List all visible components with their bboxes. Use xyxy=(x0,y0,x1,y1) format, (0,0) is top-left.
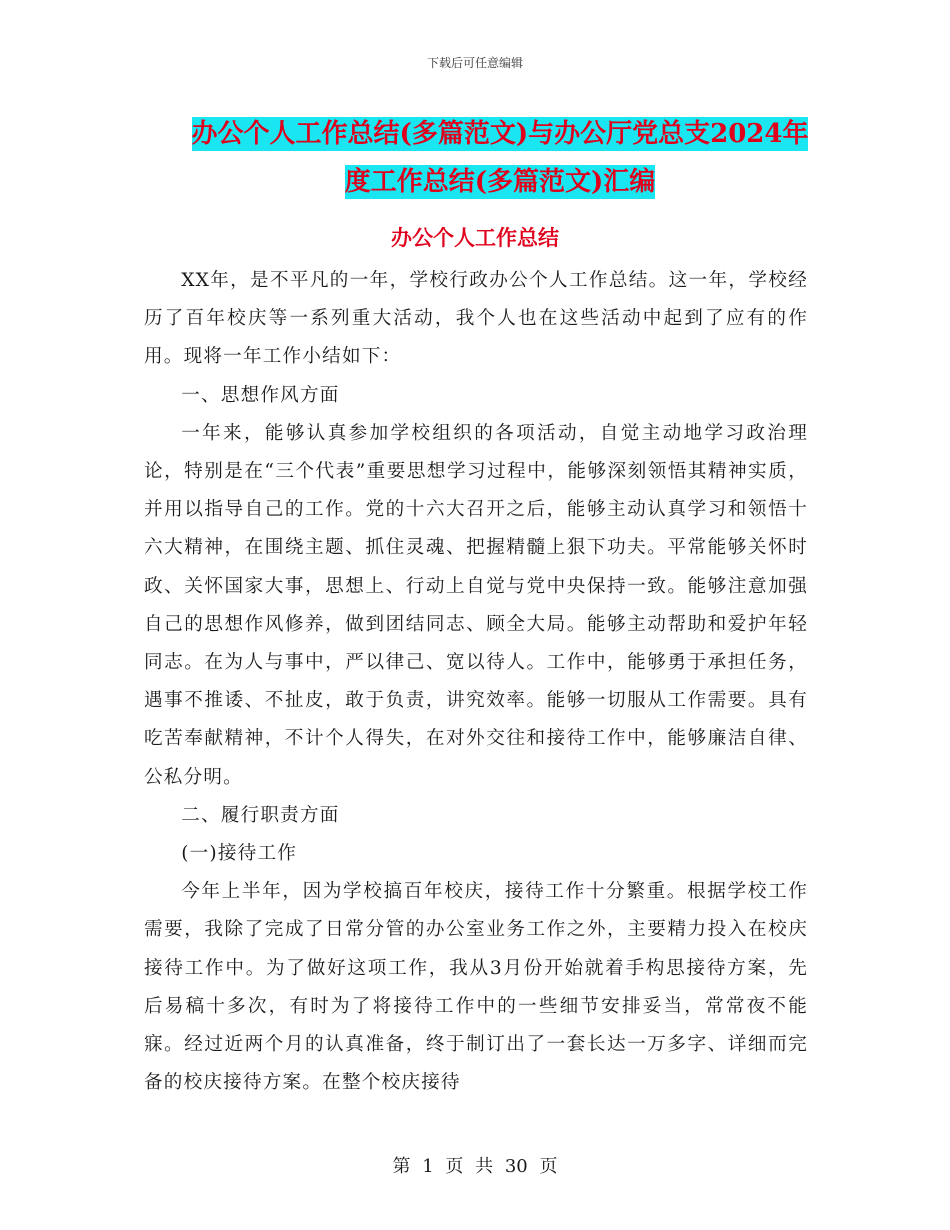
paragraph: 一年来，能够认真参加学校组织的各项活动，自觉主动地学习政治理论，特别是在“三个代表”重要思想学习过程中，能够深刻领悟其精神实质，并用以指导自己的工作。党的十六大召开之后，能够主动认真学习和领悟十六大精神，在围绕主题、抓住灵魂、把握精髓上狠下功夫。平常能够关怀时政、关怀国家大事，思想上、行动上自觉与党中央保持一致。能够注意加强自己的思想作风修养，做到团结同志、顾全大局。能够主动帮助和爱护年轻同志。在为人与事中，严以律己、宽以待人。工作中，能够勇于承担任务，遇事不推诿、不扯皮，敢于负责，讲究效率。能够一切服从工作需要。具有吃苦奉献精神，不计个人得失，在对外交往和接待工作中，能够廉洁自律、公私分明。 xyxy=(144,422,808,788)
document-title xyxy=(150,110,850,206)
header-note: 下载后可任意编辑 xyxy=(426,56,523,70)
paragraph: 今年上半年，因为学校搞百年校庆，接待工作十分繁重。根据学校工作需要，我除了完成了日常分管的办公室业务工作之外，主要精力投入在校庆接待工作中。为了做好这项工作，我从3月份开始就着手构思接待方案，先后易稿十多次，有时为了将接待工作中的一些细节安排妥当，常常夜不能寐。经过近两个月的认真准备，终于制订出了一套长达一万多字、详细而完备的校庆接待方案。在整个校庆接待 xyxy=(144,881,808,1094)
paragraph: (一)接待工作 xyxy=(181,843,298,865)
document-title-line-1: 办公个人工作总结(多篇范文)与办公厅党总支2024年 xyxy=(191,119,809,149)
page-footer: 第 1 页 共 30 页 xyxy=(392,1156,558,1177)
document-title-line-2: 度工作总结(多篇范文)汇编 xyxy=(344,167,656,197)
paragraph: 一、思想作风方面 xyxy=(181,384,340,406)
paragraph: 二、履行职责方面 xyxy=(181,804,340,826)
section-title: 办公个人工作总结 xyxy=(391,225,559,250)
paragraph: XX年，是不平凡的一年，学校行政办公个人工作总结。这一年，学校经历了百年校庆等一系列重大活动，我个人也在这些活动中起到了应有的作用。现将一年工作小结如下： xyxy=(144,270,808,368)
body-text xyxy=(144,262,808,1102)
